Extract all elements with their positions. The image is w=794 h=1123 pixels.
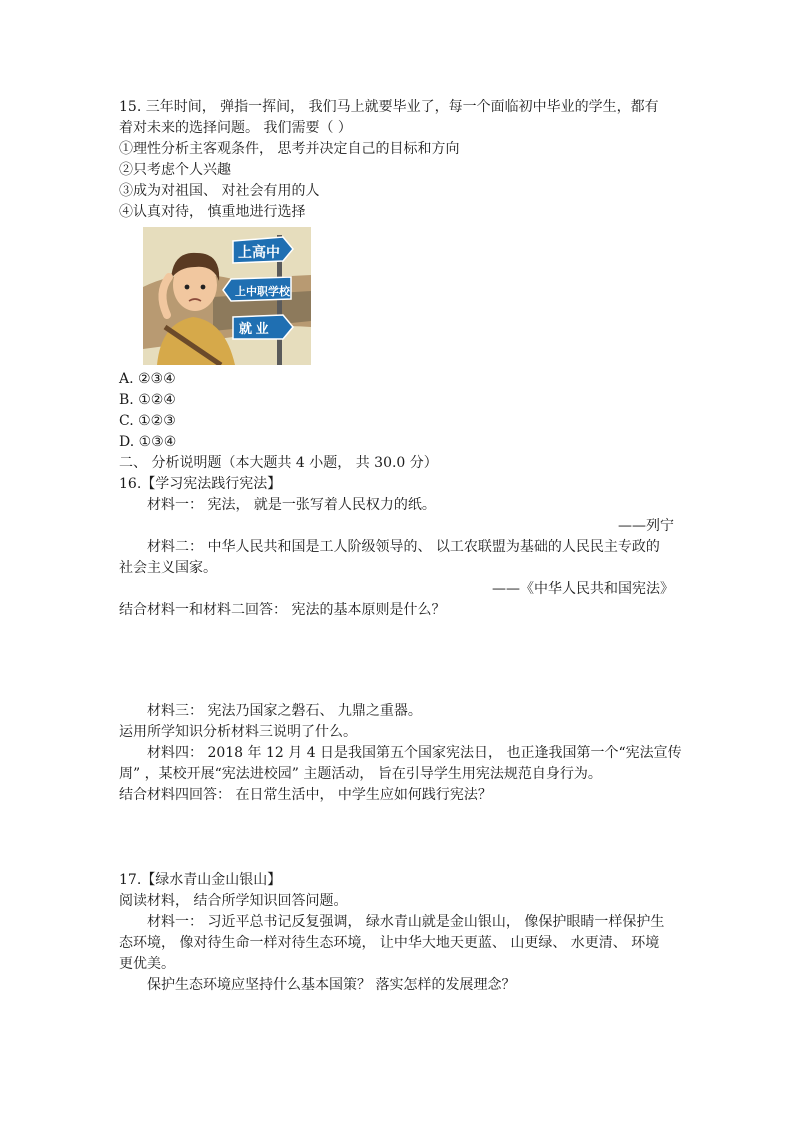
- sign-employment: 就 业: [239, 321, 269, 336]
- sign-vocational-school: 上中职学校: [235, 286, 290, 298]
- q15-stem-line2: 着对未来的选择问题。 我们需要（ ）: [119, 120, 352, 136]
- q16-title: 16.【学习宪法践行宪法】: [119, 476, 282, 492]
- q16-material3: 材料三： 宪法乃国家之磐石、 九鼎之重器。: [147, 703, 422, 719]
- sign-senior-high: 上高中: [238, 244, 280, 260]
- section2-heading: 二、 分析说明题（本大题共 4 小题， 共 30.0 分）: [119, 455, 438, 471]
- q16-question1: 结合材料一和材料二回答： 宪法的基本原则是什么？: [119, 602, 446, 618]
- q16-material2-source: ——《中华人民共和国宪法》: [492, 581, 674, 597]
- q15-option-a: A. ②③④: [119, 371, 176, 387]
- q16-material2-line2: 社会主义国家。: [119, 560, 217, 576]
- q15-statement-2: ②只考虑个人兴趣: [119, 162, 231, 178]
- q17-material1-line3: 更优美。: [119, 956, 175, 972]
- q15-option-d: D. ①③④: [119, 434, 177, 450]
- q17-material1-line2: 态环境， 像对待生命一样对待生态环境， 让中华大地天更蓝、 山更绿、 水更清、 环境: [119, 935, 660, 951]
- q15-statement-3: ③成为对祖国、 对社会有用的人: [119, 183, 320, 199]
- q16-material1-source: ——列宁: [618, 518, 674, 534]
- q16-material1: 材料一： 宪法， 就是一张写着人民权力的纸。: [147, 497, 436, 513]
- answer-space-2: [119, 806, 674, 870]
- q15-statement-1: ①理性分析主客观条件， 思考并决定自己的目标和方向: [119, 141, 460, 157]
- q15-stem-line1: 15. 三年时间， 弹指一挥间， 我们马上就要毕业了，每一个面临初中毕业的学生，都有: [119, 99, 659, 115]
- page-content: [119, 97, 682, 996]
- q16-material4-line1: 材料四： 2018 年 12 月 4 日是我国第五个国家宪法日， 也正逢我国第一个“宪法宣传: [147, 745, 682, 761]
- q17-title: 17.【绿水青山金山银山】: [119, 872, 282, 888]
- q16-material2-line1: 材料二： 中华人民共和国是工人阶级领导的、 以工农联盟为基础的人民民主专政的: [147, 539, 660, 555]
- q16-question3: 结合材料四回答： 在日常生活中， 中学生应如何践行宪法？: [119, 787, 492, 803]
- q16-question2: 运用所学知识分析材料三说明了什么。: [119, 724, 357, 740]
- q15-option-c: C. ①②③: [119, 413, 176, 429]
- q15-statement-4: ④认真对待， 慎重地进行选择: [119, 204, 306, 220]
- q17-instruction: 阅读材料， 结合所学知识回答问题。: [119, 893, 348, 909]
- q15-option-b: B. ①②④: [119, 392, 176, 408]
- q17-material1-line1: 材料一： 习近平总书记反复强调， 绿水青山就是金山银山， 像保护眼睛一样保护生: [147, 914, 665, 930]
- q17-question1: 保护生态环境应坚持什么基本国策？ 落实怎样的发展理念？: [147, 977, 516, 993]
- student-choice-illustration: [143, 227, 311, 365]
- q16-material4-line2: 周” ，某校开展“宪法进校园” 主题活动， 旨在引导学生用宪法规范自身行为。: [119, 766, 602, 782]
- answer-space-1: [119, 621, 674, 701]
